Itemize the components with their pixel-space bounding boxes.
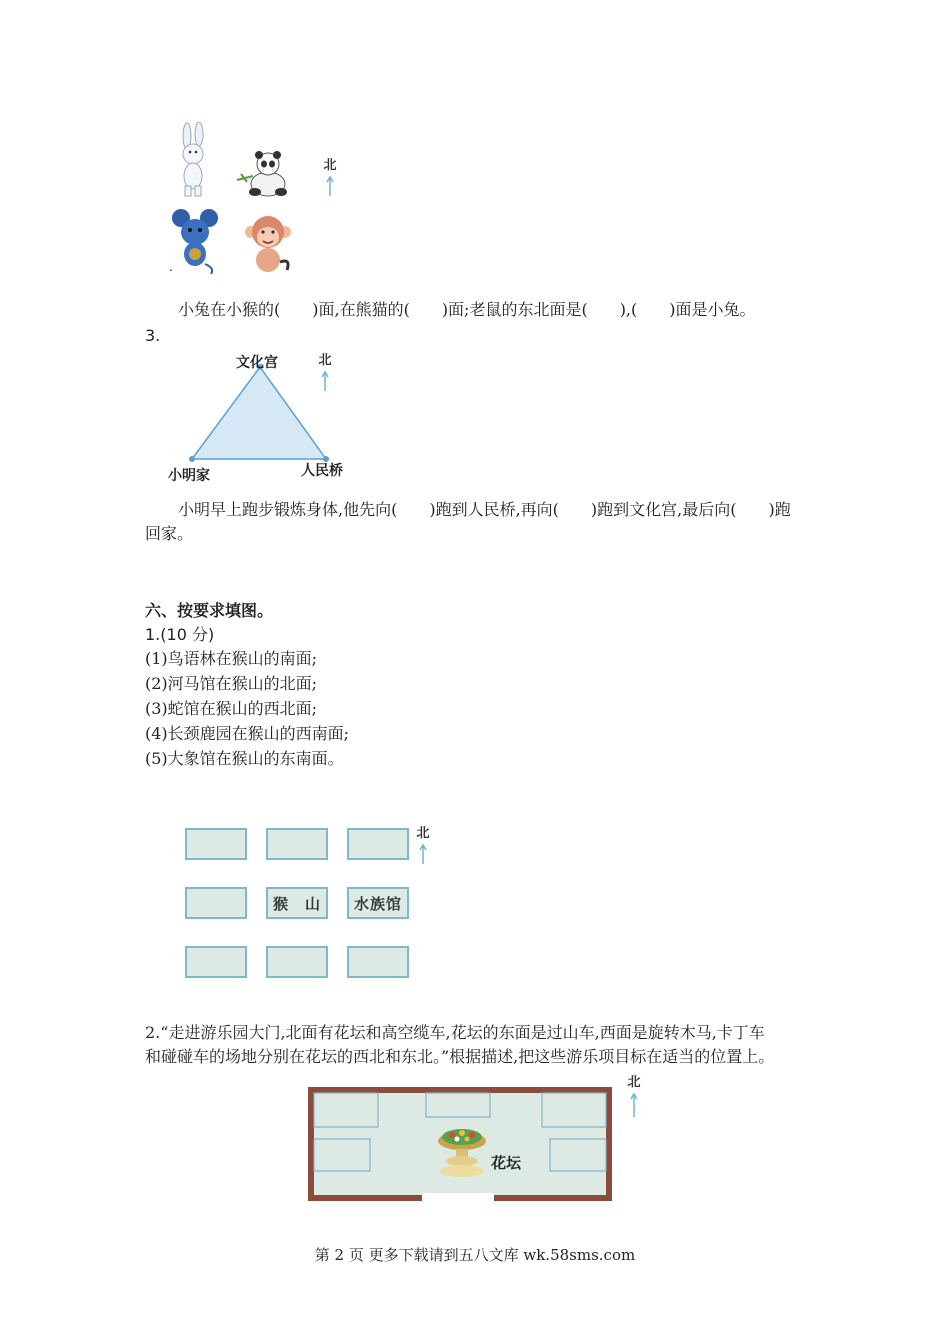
grid-box-7[interactable] xyxy=(185,946,247,978)
route-triangle xyxy=(192,367,326,459)
north-indicator-2 xyxy=(310,349,340,392)
north-indicator-4 xyxy=(619,1071,649,1118)
node-xiaoming-home xyxy=(189,456,195,462)
dot-mark: . xyxy=(169,260,173,274)
rabbit-icon xyxy=(173,122,213,198)
park-gate[interactable] xyxy=(422,1193,494,1203)
q1-item-2: (2)河马馆在猴山的北面; xyxy=(145,674,318,693)
label-culture-palace: 文化宫 xyxy=(236,355,278,371)
problem2-question: 小兔在小猴的( )面,在熊猫的( )面;老鼠的东北面是( ),( )面是小兔。 xyxy=(178,300,756,319)
grid-box-9[interactable] xyxy=(347,946,409,978)
grid-box-4[interactable] xyxy=(185,887,247,919)
label-xiaoming-home: 小明家 xyxy=(168,468,210,484)
problem3-number: 3. xyxy=(145,326,161,345)
page-footer: 第 2 页 更多下载请到五八文库 wk.58sms.com xyxy=(314,1246,636,1264)
q1-item-1: (1)鸟语林在猴山的南面; xyxy=(145,649,318,668)
q1-item-3: (3)蛇馆在猴山的西北面; xyxy=(145,699,318,718)
section6-title: 六、按要求填图。 xyxy=(145,601,274,620)
north-label: 北 xyxy=(416,826,430,841)
animal-figure xyxy=(165,120,305,280)
north-indicator-3 xyxy=(408,822,438,865)
up-arrow-icon xyxy=(418,843,428,865)
grid-box-aquarium: 水族馆 xyxy=(347,887,409,919)
q2-text-line1: 2.“走进游乐园大门,北面有花坛和高空缆车,花坛的东面是过山车,西面是旋转木马,卡丁车 xyxy=(145,1023,765,1042)
north-label: 北 xyxy=(318,353,332,368)
up-arrow-icon xyxy=(320,370,330,392)
amusement-park-map xyxy=(306,1085,614,1203)
flowerbed-label: 花坛 xyxy=(491,1154,522,1172)
up-arrow-icon xyxy=(629,1092,639,1118)
q2-text-line2: 和碰碰车的场地分别在花坛的西北和东北。”根据描述,把这些游乐项目标在适当的位置上。 xyxy=(145,1047,775,1066)
label-people-bridge: 人民桥 xyxy=(301,463,343,479)
q1-item-4: (4)长颈鹿园在猴山的西南面; xyxy=(145,724,350,743)
north-label: 北 xyxy=(323,158,337,173)
problem3-text-line1: 小明早上跑步锻炼身体,他先向( )跑到人民桥,再向( )跑到文化宫,最后向( )跑 xyxy=(178,500,791,519)
panda-icon xyxy=(235,150,295,198)
north-label: 北 xyxy=(627,1075,641,1090)
up-arrow-icon xyxy=(325,175,335,197)
grid-box-3[interactable] xyxy=(347,828,409,860)
q1-header: 1.(10 分) xyxy=(145,625,215,644)
problem3-text-line2: 回家。 xyxy=(145,524,194,543)
grid-box-2[interactable] xyxy=(266,828,328,860)
grid-box-1[interactable] xyxy=(185,828,247,860)
mouse-icon xyxy=(171,208,221,274)
monkey-icon xyxy=(243,212,293,274)
north-indicator-1 xyxy=(315,154,345,197)
grid-box-monkey-hill: 猴 山 xyxy=(266,887,328,919)
grid-box-8[interactable] xyxy=(266,946,328,978)
q1-item-5: (5)大象馆在猴山的东南面。 xyxy=(145,749,344,768)
